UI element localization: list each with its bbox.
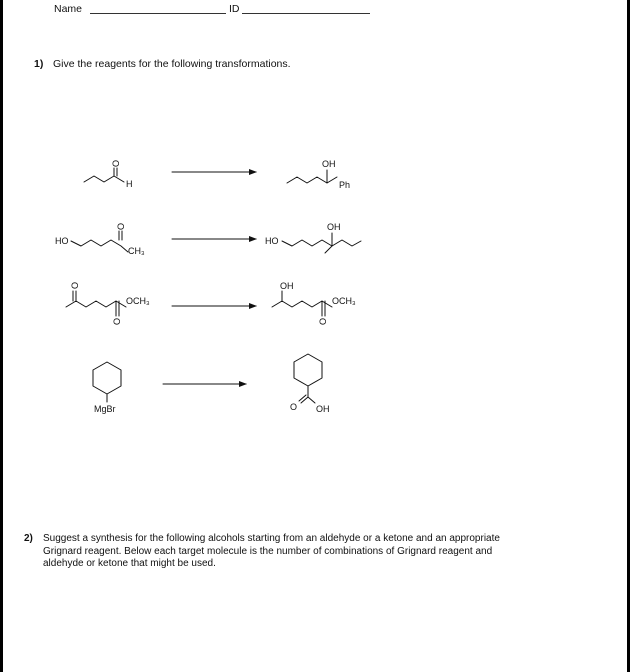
r3-ester-oxygen: O: [112, 317, 122, 325]
reaction-2-product: [265, 222, 361, 253]
r2-carbonyl-oxygen: O: [116, 222, 126, 230]
question-2-text: [43, 533, 583, 571]
question-1-prompt: Give the reagents for the following transformations.: [53, 58, 291, 70]
question-2-number: 2): [24, 533, 33, 544]
reaction-1-product: [287, 159, 350, 190]
r1-carbonyl-oxygen: O: [111, 159, 121, 167]
reaction-4-product: [290, 354, 330, 414]
question-2-line: aldehyde or ketone that might be used.: [43, 558, 216, 569]
question-1-number: 1): [34, 58, 44, 70]
r2-start-ch3: CH₃: [128, 246, 145, 256]
r3-product-ester-oxygen: O: [318, 317, 328, 325]
r4-start-mgbr: MgBr: [94, 404, 116, 414]
r1-aldehyde-h: H: [126, 179, 133, 189]
r2-start-ho: HO: [55, 236, 69, 246]
r2-product-ho: HO: [265, 236, 279, 246]
r4-product-oh: OH: [316, 404, 330, 414]
reaction-3-starting-ketoester: [66, 282, 150, 325]
r3-product-oh: OH: [280, 281, 294, 291]
r3-ketone-oxygen: O: [70, 281, 80, 289]
reaction-4-grignard: [93, 362, 121, 414]
r3-start-och3: OCH₃: [126, 296, 150, 306]
reaction-2-starting-ketone: [55, 223, 145, 256]
reaction-1-starting-aldehyde: [84, 160, 133, 189]
r2-product-oh: OH: [327, 222, 341, 232]
r3-product-och3: OCH₃: [332, 296, 356, 306]
reaction-3-product: [272, 281, 356, 325]
r1-product-oh: OH: [322, 159, 336, 169]
question-2-line: Suggest a synthesis for the following alcohols starting from an aldehyde or a ketone and an appropriate: [43, 533, 500, 544]
name-label: Name: [54, 3, 83, 15]
r4-product-o: O: [290, 402, 298, 412]
question-2-line: Grignard reagent. Below each target molecule is the number of combinations of Grignard reagent and: [43, 545, 493, 557]
r1-product-ph: Ph: [339, 180, 351, 190]
id-label: ID: [229, 3, 240, 15]
